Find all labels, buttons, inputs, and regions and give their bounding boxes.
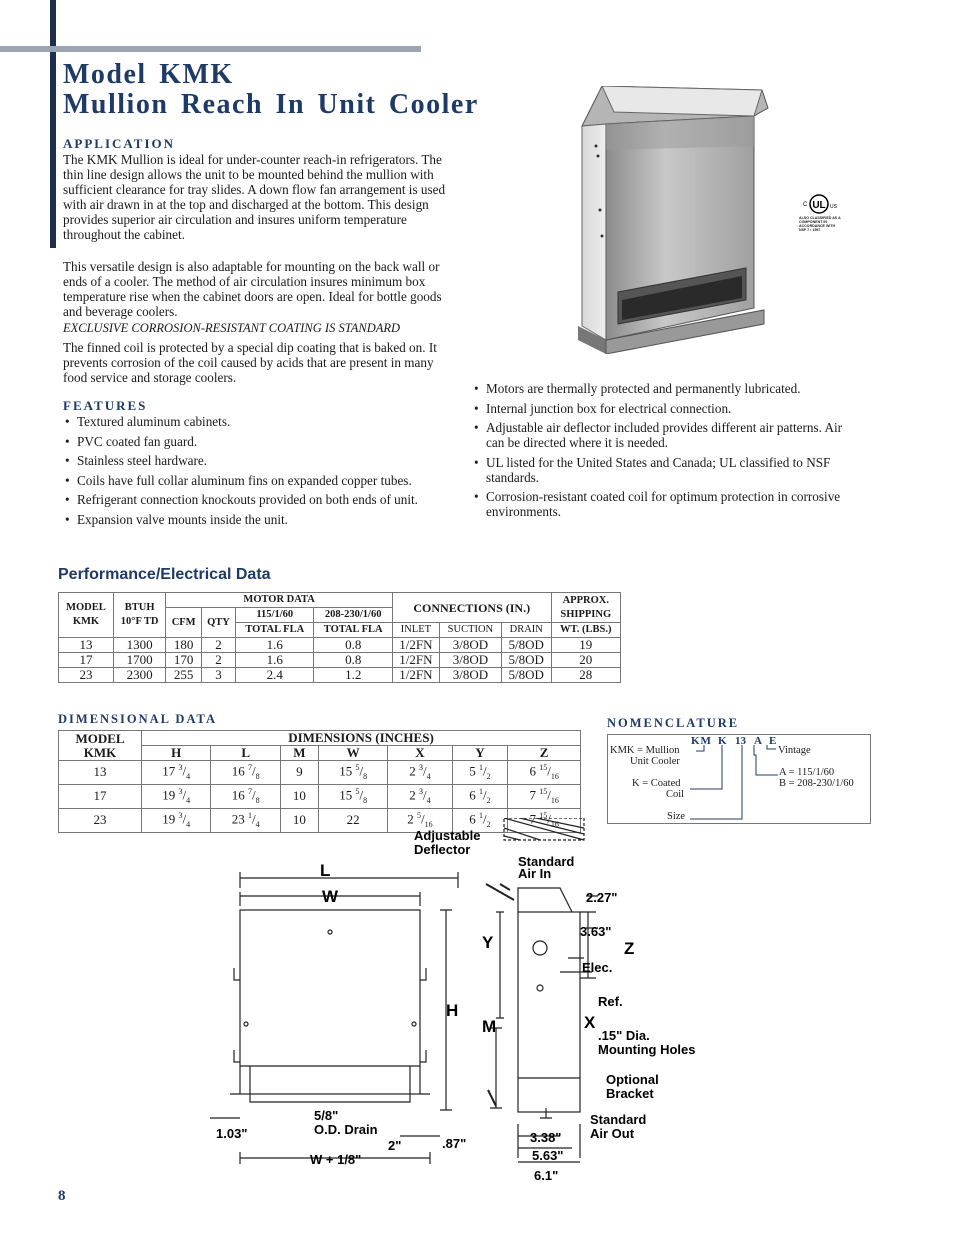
table-cell	[318, 761, 387, 785]
col-motor-data: MOTOR DATA	[166, 593, 393, 608]
numerator: 7	[247, 763, 252, 772]
table-cell: 19	[551, 638, 620, 653]
denominator: 8	[255, 771, 260, 781]
denominator: 8	[363, 771, 368, 781]
col-model: MODEL KMK	[59, 593, 114, 638]
fraction-slash: /	[251, 787, 256, 803]
label-M: M	[482, 1017, 497, 1036]
table-cell: 170	[166, 653, 202, 668]
table-cell: 10	[280, 784, 318, 808]
numerator: 1	[478, 763, 483, 772]
accent-bar-vertical	[50, 0, 56, 248]
table-cell: 22	[318, 808, 387, 832]
col-z: Z	[508, 746, 581, 761]
col-m: M	[280, 746, 318, 761]
col-cfm: CFM	[166, 608, 202, 638]
feature-item: • PVC coated fan guard.	[63, 434, 463, 449]
fraction-slash: /	[251, 811, 256, 827]
label-elec: Elec.	[582, 960, 613, 975]
title-line-1: Model KMK	[63, 59, 234, 90]
denominator: 8	[363, 795, 368, 805]
table-row	[59, 653, 621, 668]
feature-item: • Stainless steel hardware.	[63, 453, 463, 468]
feature-item: • Internal junction box for electrical connection.	[472, 401, 860, 416]
denominator: 16	[550, 795, 559, 805]
numerator: 5	[355, 763, 360, 772]
nomenclature-box	[607, 734, 871, 824]
dimension-drawing	[200, 818, 720, 1188]
denominator: 4	[186, 795, 191, 805]
nomenclature-option-b: B = 208-230/1/60	[779, 778, 854, 789]
denominator: 4	[186, 819, 191, 829]
features-heading: FEATURES	[63, 398, 148, 413]
table-cell: 0.8	[314, 638, 392, 653]
denominator: 2	[486, 795, 491, 805]
numerator: 1	[478, 786, 483, 796]
nomenclature-code-km: KM	[691, 735, 712, 747]
whole-part: 5	[469, 763, 476, 779]
nomenclature-code-k: K	[718, 735, 727, 747]
denominator: 4	[255, 819, 260, 829]
table-row	[59, 761, 581, 785]
label-X: X	[584, 1013, 596, 1032]
numerator: 3	[178, 763, 183, 772]
whole-part: 6	[469, 787, 476, 803]
performance-table	[58, 592, 621, 683]
fraction-slash: /	[423, 763, 427, 779]
table-cell	[142, 784, 211, 808]
whole-part: 6	[469, 811, 476, 827]
col-inlet: INLET	[392, 623, 439, 638]
ul-listing-mark	[799, 190, 841, 242]
table-cell: 5/8OD	[501, 638, 551, 653]
table-cell: 2300	[113, 668, 166, 683]
ul-text: UL	[812, 200, 826, 211]
numerator: 3	[419, 786, 424, 796]
col-wt: WT. (LBS.)	[551, 623, 620, 638]
table-cell: 17	[59, 784, 142, 808]
page-number: 8	[58, 1188, 66, 1204]
col-btuh: BTUH 10°F TD	[113, 593, 166, 638]
table-cell	[211, 761, 280, 785]
table-cell: 20	[551, 653, 620, 668]
col-x: X	[388, 746, 452, 761]
table-cell: 3	[201, 668, 235, 683]
whole-part: 15	[339, 787, 353, 803]
table-cell: 13	[59, 761, 142, 785]
fraction-slash: /	[547, 763, 551, 779]
dimensional-heading: DIMENSIONAL DATA	[58, 712, 217, 726]
label-2-27: 2.27"	[586, 890, 618, 905]
application-heading: APPLICATION	[63, 136, 176, 151]
whole-part: 7	[529, 787, 536, 803]
col-y: Y	[452, 746, 508, 761]
ul-us-text: US	[830, 204, 837, 210]
label-holes-2: Mounting Holes	[598, 1042, 696, 1057]
table-cell	[508, 784, 581, 808]
label-deflector: Deflector	[414, 842, 471, 857]
nomenclature-code-vintage: E	[769, 735, 777, 747]
label-drain: O.D. Drain	[314, 1122, 378, 1137]
table-cell: 1/2FN	[392, 638, 439, 653]
col-model: MODEL KMK	[59, 731, 142, 761]
label-drain-size: 5/8"	[314, 1108, 339, 1123]
application-paragraph-3: The finned coil is protected by a special dip coating that is baked on. It prevents corrosion of the coil caused by acids that are present in many food service and storage coolers.	[63, 340, 437, 385]
feature-item: • Expansion valve mounts inside the unit.	[63, 512, 463, 527]
table-cell: 3/8OD	[439, 653, 501, 668]
numerator: 5	[355, 786, 360, 796]
col-l: L	[211, 746, 280, 761]
label-L: L	[320, 861, 331, 880]
table-cell: 0.8	[314, 653, 392, 668]
table-cell: 10	[280, 808, 318, 832]
col-h: H	[142, 746, 211, 761]
table-cell	[508, 761, 581, 785]
fraction-slash: /	[423, 787, 427, 803]
numerator: 15	[539, 786, 548, 796]
page-title	[63, 60, 479, 120]
nomenclature-vintage: Vintage	[778, 745, 811, 756]
table-cell: 180	[166, 638, 202, 653]
table-cell: 1.6	[236, 653, 314, 668]
table-cell: 28	[551, 668, 620, 683]
table-cell: 1/2FN	[392, 668, 439, 683]
table-cell	[452, 784, 508, 808]
fraction-slash: /	[547, 787, 551, 803]
nomenclature-coated-1: K = Coated	[632, 778, 681, 789]
table-row	[59, 668, 621, 683]
fraction-slash: /	[547, 811, 551, 827]
fraction-slash: /	[182, 811, 187, 827]
application-paragraph-2: This versatile design is also adaptable for mounting on the back wall or ends of a cooler. The method of air circulation insures minimum box temperature rise when the cabinet doors are open. Ideal for bottle goods and beverage coolers.	[63, 259, 442, 319]
whole-part: 16	[231, 763, 245, 779]
table-cell: 2.4	[236, 668, 314, 683]
fraction-slash: /	[359, 763, 364, 779]
nomenclature-mullion-2: Unit Cooler	[630, 756, 680, 767]
denominator: 16	[424, 819, 433, 829]
label-6-1: 6.1"	[534, 1168, 559, 1183]
label-H: H	[446, 1001, 459, 1020]
table-row	[59, 638, 621, 653]
denominator: 4	[186, 771, 191, 781]
table-cell	[388, 784, 452, 808]
feature-item: • Corrosion-resistant coated coil for optimum protection in corrosive environments.	[472, 489, 860, 519]
whole-part: 15	[339, 763, 353, 779]
feature-item: • Refrigerant connection knockouts provided on both ends of unit.	[63, 492, 463, 507]
nomenclature-heading: NOMENCLATURE	[607, 716, 740, 730]
table-cell	[142, 761, 211, 785]
label-w-plus: W + 1/8"	[310, 1152, 362, 1167]
label-5-63: 5.63"	[532, 1148, 564, 1163]
table-cell: 1700	[113, 653, 166, 668]
table-cell: 9	[280, 761, 318, 785]
col-suction: SUCTION	[439, 623, 501, 638]
label-bracket-1: Optional	[606, 1072, 659, 1087]
features-list-right	[472, 381, 860, 524]
numerator: 1	[247, 810, 252, 820]
whole-part: 6	[529, 763, 536, 779]
table-cell: 23	[59, 808, 142, 832]
features-list-left	[63, 414, 463, 531]
denominator: 2	[486, 819, 491, 829]
label-Y: Y	[482, 933, 494, 952]
whole-part: 2	[409, 787, 416, 803]
table-cell	[211, 784, 280, 808]
table-cell: 1300	[113, 638, 166, 653]
table-cell: 2	[201, 638, 235, 653]
col-approx: APPROX. SHIPPING	[551, 593, 620, 623]
table-cell: 3/8OD	[439, 668, 501, 683]
accent-bar-horizontal	[0, 46, 421, 52]
numerator: 5	[417, 810, 422, 820]
nomenclature-option-a: A = 115/1/60	[779, 767, 835, 778]
label-Z: Z	[624, 939, 635, 958]
denominator: 4	[426, 771, 431, 781]
col-w: W	[318, 746, 387, 761]
fraction-slash: /	[482, 787, 487, 803]
nomenclature-coated-2: Coil	[666, 789, 685, 800]
whole-part: 23	[231, 811, 245, 827]
exclusive-coating-note: EXCLUSIVE CORROSION-RESISTANT COATING IS STANDARD	[63, 321, 401, 335]
feature-item: • Motors are thermally protected and permanently lubricated.	[472, 381, 860, 396]
table-cell: 3/8OD	[439, 638, 501, 653]
table-cell	[318, 784, 387, 808]
ul-classification-text: ALSO CLASSIFIED AS A COMPONENT IN ACCORDANCE WITH NSF 7 • 1997	[799, 216, 841, 232]
fraction-slash: /	[482, 811, 487, 827]
table-cell: 1/2FN	[392, 653, 439, 668]
whole-part: 2	[407, 811, 414, 827]
whole-part: 2	[409, 763, 416, 779]
table-cell: 255	[166, 668, 202, 683]
label-2: 2"	[388, 1138, 402, 1153]
table-cell: 1.6	[236, 638, 314, 653]
label-ref: Ref.	[598, 994, 623, 1009]
col-fla-2: TOTAL FLA	[314, 623, 392, 638]
denominator: 16	[550, 819, 559, 829]
whole-part: 17	[162, 763, 176, 779]
feature-item: • Adjustable air deflector included provides different air patterns. Air can be directed where it is needed.	[472, 420, 860, 450]
col-fla-1: TOTAL FLA	[236, 623, 314, 638]
label-W: W	[322, 887, 339, 906]
denominator: 4	[426, 795, 431, 805]
fraction-slash: /	[359, 787, 364, 803]
col-115: 115/1/60	[236, 608, 314, 623]
feature-item: • UL listed for the United States and Canada; UL classified to NSF standards.	[472, 455, 860, 485]
label-adjustable: Adjustable	[414, 828, 481, 843]
whole-part: 19	[162, 787, 176, 803]
col-drain: DRAIN	[501, 623, 551, 638]
numerator: 7	[247, 786, 252, 796]
numerator: 1	[478, 810, 483, 820]
ul-c-text: C	[803, 202, 808, 208]
numerator: 3	[419, 763, 424, 772]
fraction-slash: /	[251, 763, 256, 779]
feature-item: • Coils have full collar aluminum fins on expanded copper tubes.	[63, 473, 463, 488]
col-dimensions: DIMENSIONS (INCHES)	[142, 731, 581, 746]
label-3-38: 3.38"	[530, 1130, 562, 1145]
application-paragraph-1: The KMK Mullion is ideal for under-counter reach-in refrigerators. The thin line design allows the unit to be mounted behind the mullion with sufficient clearance for tray slides. A down flow fan arrangement is used with air drawn in at the top and discharged at the bottom. This design provides superior air circulation and insures uniform temperature throughout the cabinet.	[63, 152, 446, 242]
table-cell: 2	[201, 653, 235, 668]
denominator: 16	[550, 771, 559, 781]
table-cell: 23	[59, 668, 114, 683]
table-cell: 1.2	[314, 668, 392, 683]
fraction-slash: /	[182, 763, 187, 779]
fraction-slash: /	[182, 787, 187, 803]
table-cell: 13	[59, 638, 114, 653]
nomenclature-code-size: 13	[735, 735, 746, 747]
whole-part: 7	[529, 811, 536, 827]
label-standard-air-in-1: Standard	[518, 854, 575, 869]
whole-part: 16	[231, 787, 245, 803]
label-standard-air-in-2: Air In	[518, 866, 552, 881]
table-cell: 17	[59, 653, 114, 668]
numerator: 15	[539, 810, 548, 820]
label-air-out-2: Air Out	[590, 1126, 635, 1141]
table-cell: 5/8OD	[501, 668, 551, 683]
nomenclature-mullion-1: KMK = Mullion	[610, 745, 680, 756]
label-holes-1: .15" Dia.	[598, 1028, 650, 1043]
col-208: 208-230/1/60	[314, 608, 392, 623]
label-1-03: 1.03"	[216, 1126, 248, 1141]
fraction-slash: /	[482, 763, 487, 779]
label-bracket-2: Bracket	[606, 1086, 654, 1101]
side-view-body	[518, 912, 580, 1112]
title-line-2: Mullion Reach In Unit Cooler	[63, 89, 479, 120]
label-0-87: .87"	[442, 1136, 467, 1151]
nomenclature-code-voltage: A	[754, 735, 762, 747]
denominator: 8	[255, 795, 260, 805]
performance-heading: Performance/Electrical Data	[58, 566, 271, 583]
numerator: 3	[178, 810, 183, 820]
col-qty: QTY	[201, 608, 235, 638]
col-connections: CONNECTIONS (IN.)	[392, 593, 551, 623]
table-row	[59, 784, 581, 808]
label-3-63: 3.63"	[580, 924, 612, 939]
numerator: 15	[539, 763, 548, 772]
nomenclature-size: Size	[667, 811, 686, 822]
table-cell: 5/8OD	[501, 653, 551, 668]
feature-item: • Textured aluminum cabinets.	[63, 414, 463, 429]
denominator: 2	[486, 771, 491, 781]
label-air-out-1: Standard	[590, 1112, 647, 1127]
table-cell	[388, 761, 452, 785]
whole-part: 19	[162, 811, 176, 827]
fraction-slash: /	[421, 811, 425, 827]
unit-cooler-photo	[574, 86, 774, 354]
table-cell	[452, 761, 508, 785]
numerator: 3	[178, 786, 183, 796]
